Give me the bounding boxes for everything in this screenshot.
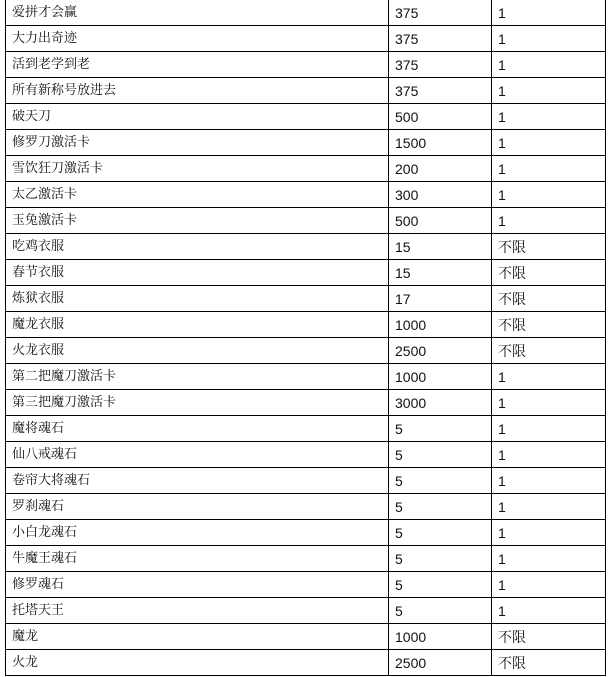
table-row — [6, 208, 606, 234]
item-name-cell: 第三把魔刀激活卡 — [6, 390, 389, 416]
item-name-cell: 托塔天王 — [6, 598, 389, 624]
purchase-limit-cell: 1 — [492, 468, 606, 494]
table-row — [6, 520, 606, 546]
table-row — [6, 650, 606, 676]
table-row — [6, 390, 606, 416]
item-price-cell: 500 — [389, 208, 492, 234]
item-price-cell: 5 — [389, 520, 492, 546]
purchase-limit-cell: 1 — [492, 546, 606, 572]
table-row — [6, 234, 606, 260]
table-row — [6, 546, 606, 572]
item-name-cell: 火龙 — [6, 650, 389, 676]
table-row — [6, 104, 606, 130]
item-price-cell: 5 — [389, 598, 492, 624]
purchase-limit-cell: 1 — [492, 182, 606, 208]
item-price-cell: 1000 — [389, 624, 492, 650]
item-price-cell: 17 — [389, 286, 492, 312]
table-row — [6, 624, 606, 650]
item-name-cell: 火龙衣服 — [6, 338, 389, 364]
item-price-cell: 2500 — [389, 650, 492, 676]
item-name-cell: 爱拼才会赢 — [6, 0, 389, 26]
table-row — [6, 416, 606, 442]
item-name-cell: 吃鸡衣服 — [6, 234, 389, 260]
table-row — [6, 468, 606, 494]
item-name-cell: 魔龙 — [6, 624, 389, 650]
item-price-table — [5, 0, 606, 676]
table-row — [6, 0, 606, 26]
item-price-table-body — [6, 0, 606, 676]
item-price-cell: 5 — [389, 468, 492, 494]
item-name-cell: 玉兔激活卡 — [6, 208, 389, 234]
item-name-cell: 牛魔王魂石 — [6, 546, 389, 572]
item-price-cell: 1000 — [389, 312, 492, 338]
item-name-cell: 小白龙魂石 — [6, 520, 389, 546]
item-name-cell: 仙八戒魂石 — [6, 442, 389, 468]
item-name-cell: 太乙激活卡 — [6, 182, 389, 208]
purchase-limit-cell: 1 — [492, 364, 606, 390]
purchase-limit-cell: 1 — [492, 0, 606, 26]
item-price-cell: 200 — [389, 156, 492, 182]
purchase-limit-cell: 1 — [492, 208, 606, 234]
item-price-cell: 5 — [389, 572, 492, 598]
table-row — [6, 442, 606, 468]
table-row — [6, 338, 606, 364]
item-price-cell: 15 — [389, 234, 492, 260]
purchase-limit-cell: 1 — [492, 26, 606, 52]
table-row — [6, 286, 606, 312]
purchase-limit-cell: 1 — [492, 494, 606, 520]
table-row — [6, 52, 606, 78]
purchase-limit-cell: 不限 — [492, 234, 606, 260]
table-row — [6, 364, 606, 390]
item-price-cell: 2500 — [389, 338, 492, 364]
purchase-limit-cell: 不限 — [492, 624, 606, 650]
purchase-limit-cell: 1 — [492, 598, 606, 624]
item-price-cell: 5 — [389, 494, 492, 520]
table-row — [6, 182, 606, 208]
purchase-limit-cell: 1 — [492, 390, 606, 416]
purchase-limit-cell: 1 — [492, 520, 606, 546]
purchase-limit-cell: 1 — [492, 572, 606, 598]
item-name-cell: 春节衣服 — [6, 260, 389, 286]
item-name-cell: 破天刀 — [6, 104, 389, 130]
table-row — [6, 494, 606, 520]
item-price-cell: 375 — [389, 0, 492, 26]
purchase-limit-cell: 1 — [492, 104, 606, 130]
item-name-cell: 卷帘大将魂石 — [6, 468, 389, 494]
item-name-cell: 炼狱衣服 — [6, 286, 389, 312]
purchase-limit-cell: 不限 — [492, 650, 606, 676]
table-row — [6, 130, 606, 156]
table-row — [6, 312, 606, 338]
item-price-cell: 15 — [389, 260, 492, 286]
table-row — [6, 78, 606, 104]
item-name-cell: 活到老学到老 — [6, 52, 389, 78]
purchase-limit-cell: 1 — [492, 52, 606, 78]
item-price-cell: 375 — [389, 52, 492, 78]
table-row — [6, 260, 606, 286]
purchase-limit-cell: 不限 — [492, 338, 606, 364]
item-name-cell: 修罗刀激活卡 — [6, 130, 389, 156]
item-name-cell: 罗刹魂石 — [6, 494, 389, 520]
item-name-cell: 雪饮狂刀激活卡 — [6, 156, 389, 182]
table-row — [6, 598, 606, 624]
purchase-limit-cell: 1 — [492, 130, 606, 156]
table-row — [6, 572, 606, 598]
item-price-cell: 300 — [389, 182, 492, 208]
purchase-limit-cell: 不限 — [492, 312, 606, 338]
item-price-cell: 500 — [389, 104, 492, 130]
purchase-limit-cell: 1 — [492, 156, 606, 182]
purchase-limit-cell: 1 — [492, 442, 606, 468]
item-price-cell: 375 — [389, 78, 492, 104]
purchase-limit-cell: 不限 — [492, 260, 606, 286]
table-row — [6, 156, 606, 182]
item-name-cell: 第二把魔刀激活卡 — [6, 364, 389, 390]
purchase-limit-cell: 1 — [492, 416, 606, 442]
item-price-cell: 1000 — [389, 364, 492, 390]
item-name-cell: 大力出奇迹 — [6, 26, 389, 52]
item-price-cell: 5 — [389, 416, 492, 442]
item-price-cell: 5 — [389, 546, 492, 572]
item-price-cell: 3000 — [389, 390, 492, 416]
item-price-cell: 375 — [389, 26, 492, 52]
item-price-cell: 1500 — [389, 130, 492, 156]
item-price-cell: 5 — [389, 442, 492, 468]
purchase-limit-cell: 1 — [492, 78, 606, 104]
item-name-cell: 修罗魂石 — [6, 572, 389, 598]
purchase-limit-cell: 不限 — [492, 286, 606, 312]
item-name-cell: 魔龙衣服 — [6, 312, 389, 338]
table-row — [6, 26, 606, 52]
item-name-cell: 魔将魂石 — [6, 416, 389, 442]
item-name-cell: 所有新称号放进去 — [6, 78, 389, 104]
